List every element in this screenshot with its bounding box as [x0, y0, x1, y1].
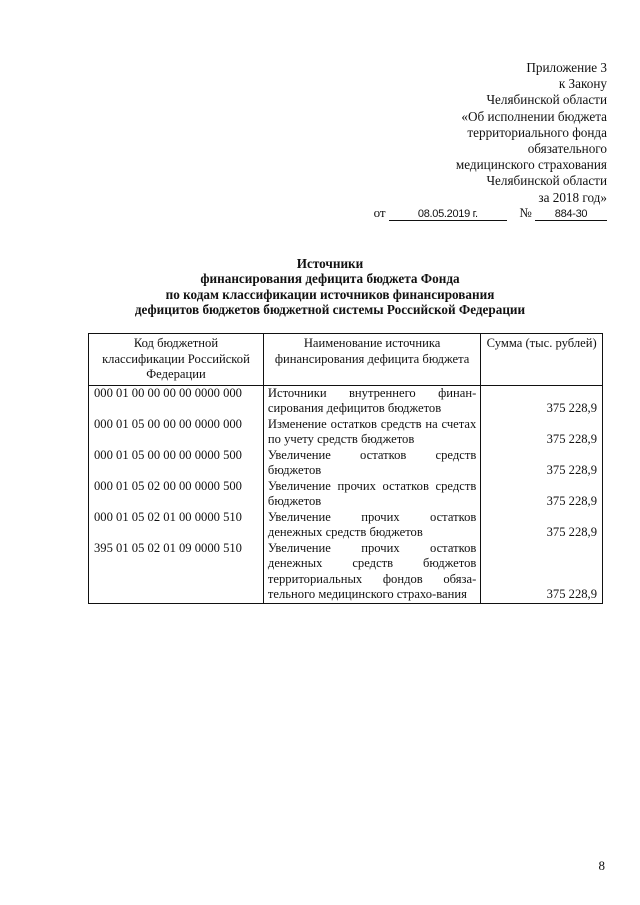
- table-row: [89, 479, 603, 510]
- row-amount: 375 228,9: [481, 417, 603, 448]
- row-code: 000 01 00 00 00 00 0000 000: [89, 385, 264, 417]
- row-code: 395 01 05 02 01 09 0000 510: [89, 541, 264, 604]
- row-name: Увеличение остатков средств бюджетов: [263, 448, 480, 479]
- row-name: Источники внутреннего финан-сирования дефицитов бюджетов: [263, 385, 480, 417]
- appendix-line: территориального фонда: [467, 124, 607, 140]
- date-value: 08.05.2019 г.: [389, 208, 507, 221]
- date-number-line: [374, 205, 607, 221]
- row-code: 000 01 05 02 01 00 0000 510: [89, 510, 264, 541]
- appendix-line: «Об исполнении бюджета: [461, 108, 607, 124]
- sources-table: [88, 333, 603, 604]
- number-value: 884-30: [535, 208, 607, 221]
- row-amount: 375 228,9: [481, 385, 603, 417]
- document-title: [100, 256, 560, 317]
- row-code: 000 01 05 00 00 00 0000 500: [89, 448, 264, 479]
- row-amount: 375 228,9: [481, 510, 603, 541]
- row-name: Увеличение прочих остатков средств бюджетов: [263, 479, 480, 510]
- table-row: [89, 541, 603, 604]
- appendix-line: обязательного: [527, 141, 607, 157]
- header-amount: Сумма (тыс. рублей): [481, 334, 603, 386]
- row-amount: 375 228,9: [481, 479, 603, 510]
- appendix-block: [357, 60, 607, 206]
- header-code: Код бюджетной классификации Российской Федерации: [89, 334, 264, 386]
- page-number: 8: [598, 858, 605, 873]
- appendix-line: Челябинской области: [486, 173, 607, 189]
- table-row: [89, 448, 603, 479]
- appendix-line: за 2018 год»: [538, 189, 607, 205]
- table-row: [89, 385, 603, 417]
- header-name: Наименование источника финансирования дефицита бюджета: [263, 334, 480, 386]
- table-header-row: [89, 334, 603, 386]
- table-row: [89, 417, 603, 448]
- appendix-line: Приложение 3: [526, 60, 607, 75]
- row-code: 000 01 05 00 00 00 0000 000: [89, 417, 264, 448]
- row-name: Изменение остатков средств на счетах по учету средств бюджетов: [263, 417, 480, 448]
- appendix-line: к Закону: [558, 76, 607, 92]
- appendix-line: медицинского страхования: [455, 157, 607, 173]
- row-code: 000 01 05 02 00 00 0000 500: [89, 479, 264, 510]
- appendix-line: Челябинской области: [486, 92, 607, 108]
- row-amount: 375 228,9: [481, 448, 603, 479]
- row-amount: 375 228,9: [481, 541, 603, 604]
- title-line: по кодам классификации источников финансирования: [165, 286, 495, 302]
- number-sign: №: [519, 205, 532, 220]
- title-line: финансирования дефицита бюджета Фонда: [200, 271, 460, 287]
- title-line: дефицитов бюджетов бюджетной системы Российской Федерации: [134, 301, 526, 317]
- date-prefix: от: [373, 205, 386, 220]
- table-row: [89, 510, 603, 541]
- title-line: Источники: [296, 256, 364, 271]
- row-name: Увеличение прочих остатков денежных средств бюджетов территориальных фондов обяза-тельного медицинского страхо-вания: [263, 541, 480, 604]
- row-name: Увеличение прочих остатков денежных средств бюджетов: [263, 510, 480, 541]
